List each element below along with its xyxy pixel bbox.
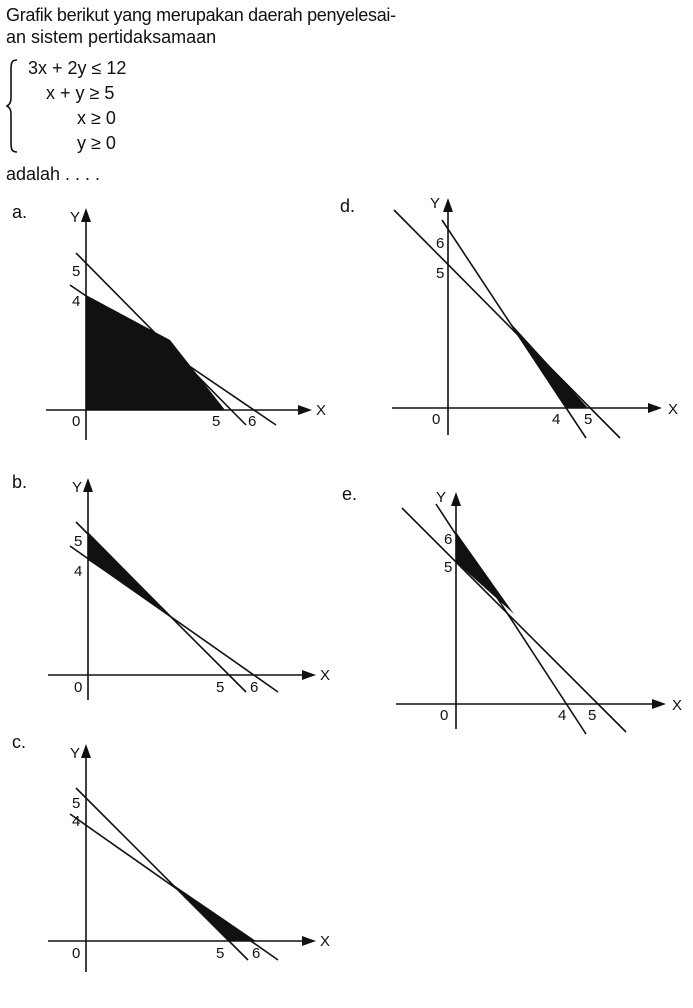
origin-label: 0 <box>440 707 449 724</box>
y-axis-arrow <box>451 492 461 506</box>
x-axis-arrow <box>298 405 312 415</box>
origin-label: 0 <box>74 679 83 696</box>
x-axis-label: X <box>320 667 331 684</box>
inequality-4: y ≥ 0 <box>77 133 116 153</box>
y-axis-label: Y <box>70 209 81 226</box>
option-a-label[interactable]: a. <box>12 202 28 222</box>
x-tick-5: 5 <box>588 707 597 724</box>
question-ending: adalah . . . . <box>6 164 101 184</box>
x-tick-4: 4 <box>552 411 561 428</box>
y-tick-5: 5 <box>74 533 83 550</box>
y-tick-5: 5 <box>444 559 453 576</box>
line-3x-plus-2y-12 <box>70 814 278 960</box>
x-tick-6: 6 <box>252 945 261 962</box>
shaded-region <box>506 318 588 408</box>
x-axis-label: X <box>320 933 331 950</box>
y-tick-4: 4 <box>74 563 83 580</box>
graph-option-d[interactable] <box>386 190 686 450</box>
x-tick-5: 5 <box>584 411 593 428</box>
option-b-label[interactable]: b. <box>12 472 28 492</box>
x-tick-5: 5 <box>216 945 225 962</box>
y-tick-4: 4 <box>72 813 81 830</box>
left-brace <box>6 58 20 154</box>
y-tick-4: 4 <box>72 293 81 310</box>
x-tick-4: 4 <box>558 707 567 724</box>
x-axis-arrow <box>648 403 662 413</box>
option-e-label[interactable]: e. <box>342 484 358 504</box>
shaded-region <box>88 532 170 615</box>
y-axis-label: Y <box>70 745 81 762</box>
graph-option-b[interactable] <box>40 470 340 720</box>
y-axis-arrow <box>83 478 93 492</box>
question-text <box>6 4 446 48</box>
y-axis-label: Y <box>72 479 83 496</box>
line-3x-plus-2y-12 <box>70 546 278 692</box>
line-3x-plus-2y-12 <box>436 504 586 734</box>
line-x-plus-y-5 <box>394 210 620 438</box>
y-axis-arrow <box>81 208 91 222</box>
origin-label: 0 <box>72 945 81 962</box>
y-tick-5: 5 <box>436 265 445 282</box>
x-tick-6: 6 <box>250 679 259 696</box>
y-axis-arrow <box>81 744 91 758</box>
x-tick-5: 5 <box>216 679 225 696</box>
shaded-region <box>168 881 256 941</box>
origin-label: 0 <box>432 411 441 428</box>
y-tick-6: 6 <box>436 235 445 252</box>
inequality-1: 3x + 2y ≤ 12 <box>28 58 127 78</box>
x-axis-label: X <box>668 401 679 418</box>
origin-label: 0 <box>72 413 81 430</box>
graph-option-e[interactable] <box>390 484 690 744</box>
option-d-label[interactable]: d. <box>340 196 356 216</box>
y-axis-label: Y <box>436 489 447 506</box>
x-axis-arrow <box>302 670 316 680</box>
line-3x-plus-2y-12 <box>442 220 586 438</box>
y-tick-5: 5 <box>72 263 81 280</box>
inequality-2: x + y ≥ 5 <box>46 83 115 103</box>
x-axis-label: X <box>316 402 327 419</box>
x-axis-label: X <box>672 697 683 714</box>
shaded-region <box>86 295 225 410</box>
y-axis-label: Y <box>430 195 441 212</box>
line-x-plus-y-5 <box>76 522 246 692</box>
shaded-region <box>456 532 514 614</box>
graph-option-a[interactable] <box>40 200 340 450</box>
graph-option-c[interactable] <box>40 736 340 986</box>
option-c-label[interactable]: c. <box>12 732 27 752</box>
line-x-plus-y-5 <box>76 788 248 960</box>
y-tick-6: 6 <box>444 531 453 548</box>
inequality-3: x ≥ 0 <box>77 108 116 128</box>
x-tick-5: 5 <box>212 413 221 430</box>
question-line-2: an sistem pertidaksamaan <box>6 27 217 47</box>
x-axis-arrow <box>302 936 316 946</box>
x-tick-6: 6 <box>248 413 257 430</box>
x-axis-arrow <box>652 699 666 709</box>
y-axis-arrow <box>443 198 453 212</box>
question-line-1: Grafik berikut yang merupakan daerah penyelesai- <box>6 5 396 25</box>
y-tick-5: 5 <box>72 795 81 812</box>
inequality-system <box>6 58 166 158</box>
line-x-plus-y-5 <box>402 508 626 732</box>
